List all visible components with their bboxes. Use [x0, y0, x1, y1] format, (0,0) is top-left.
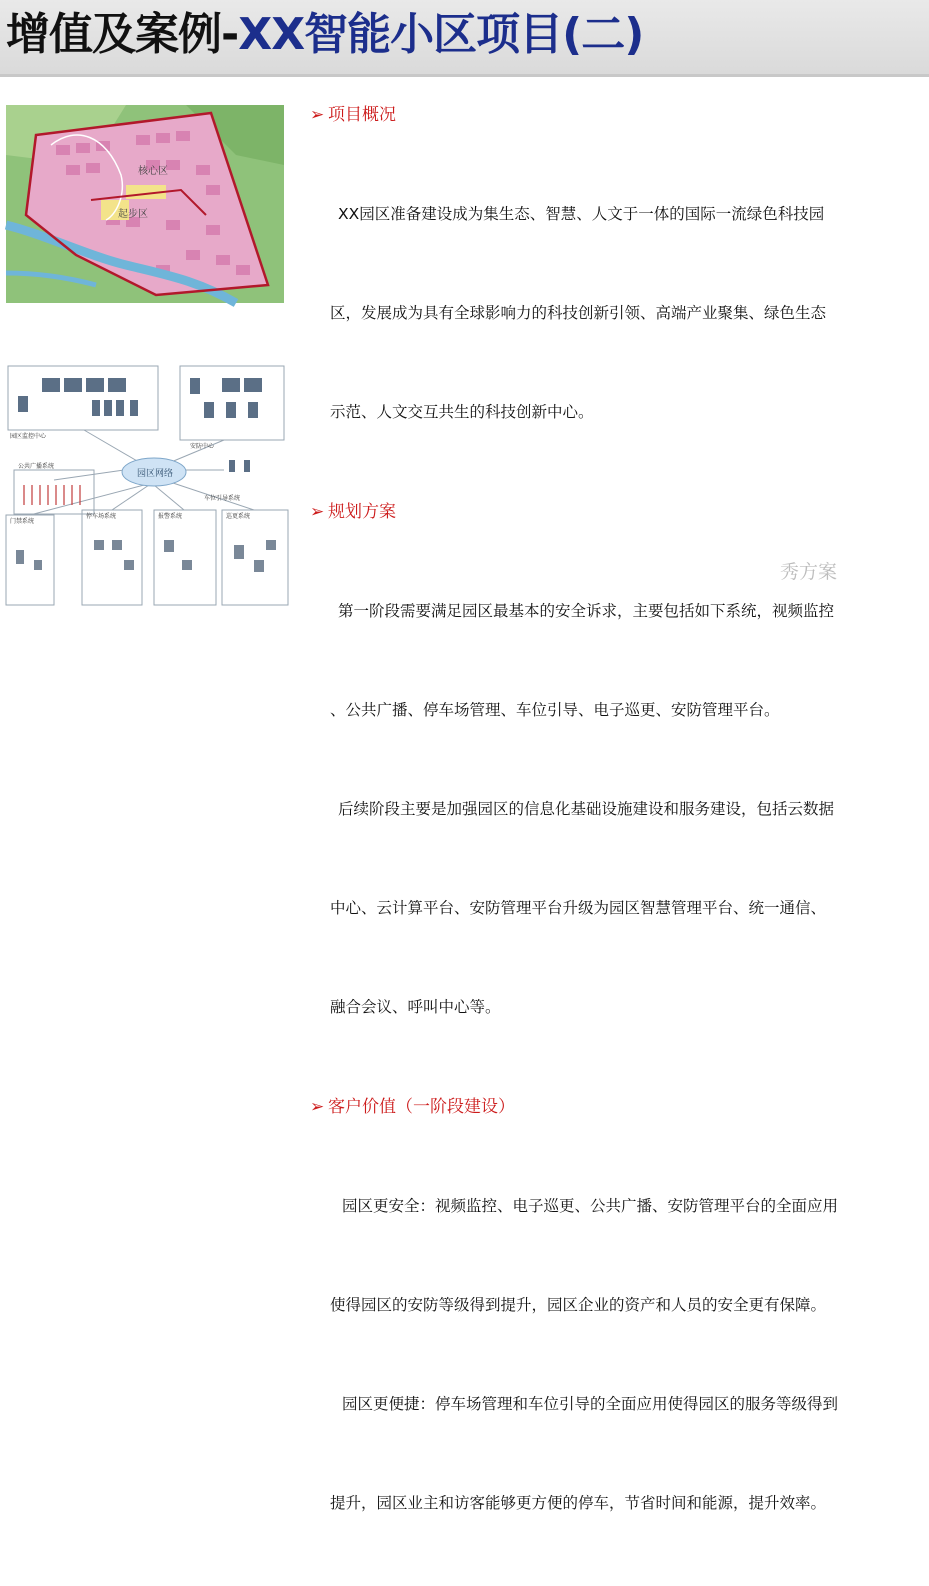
watermark: 秀方案 — [780, 561, 838, 583]
net-label-guidance: 车位引导系统 — [204, 495, 241, 502]
slide-header — [0, 0, 929, 74]
section-title-text: 客户价值（一阶段建设） — [328, 1097, 515, 1117]
content-area — [310, 98, 924, 1586]
net-label-patrol: 巡更系统 — [226, 513, 251, 520]
map-label-core: 核心区 — [138, 166, 168, 177]
text-line: 后续阶段主要是加强园区的信息化基础设施建设和服务建设，包括云数据 — [338, 800, 835, 818]
text-line: 中心、云计算平台、安防管理平台升级为园区智慧管理平台、统一通信、 — [330, 899, 827, 917]
section-title-text: 规划方案 — [328, 502, 396, 522]
text-line: 、公共广播、停车场管理、车位引导、电子巡更、安防管理平台。 — [330, 701, 780, 719]
map-label-start: 起步区 — [118, 209, 148, 220]
arrow-bullet-icon: ➢ — [310, 105, 325, 125]
text-line: 提升，园区业主和访客能够更方便的停车，节省时间和能源，提升效率。 — [330, 1494, 827, 1512]
section-title-overview — [310, 98, 924, 132]
text-line: 融合会议、呼叫中心等。 — [330, 998, 501, 1016]
net-label-parking: 停车场系统 — [86, 513, 117, 520]
section-title-value — [310, 1090, 924, 1124]
net-label-alarm: 报警系统 — [158, 513, 183, 520]
network-diagram-image — [4, 360, 292, 608]
text-line: 园区更安全：视频监控、电子巡更、公共广播、安防管理平台的全面应用 — [342, 1197, 839, 1215]
text-line: 第一阶段需要满足园区最基本的安全诉求，主要包括如下系统，视频监控 — [338, 602, 835, 620]
section-body-plan — [310, 529, 924, 1090]
planning-map-image — [6, 105, 284, 303]
text-line: 示范、人文交互共生的科技创新中心。 — [330, 403, 594, 421]
net-label-security-center: 安防中心 — [190, 443, 215, 450]
title-main: 增值及案例- — [6, 9, 239, 60]
header-divider — [0, 74, 929, 77]
section-body-value — [310, 1124, 924, 1586]
net-label-broadcast: 公共广播系统 — [18, 463, 55, 470]
arrow-bullet-icon: ➢ — [310, 1097, 325, 1117]
text-line: 区，发展成为具有全球影响力的科技创新引领、高端产业聚集、绿色生态 — [330, 304, 827, 322]
title-sub: XX智能小区项目(二) — [238, 9, 644, 60]
text-line: 园区更便捷：停车场管理和车位引导的全面应用使得园区的服务等级得到 — [342, 1395, 839, 1413]
text-line: 使得园区的安防等级得到提升，园区企业的资产和人员的安全更有保障。 — [330, 1296, 827, 1314]
arrow-bullet-icon: ➢ — [310, 502, 325, 522]
section-body-overview — [310, 132, 924, 495]
text-line: XX园区准备建设成为集生态、智慧、人文于一体的国际一流绿色科技园 — [338, 205, 825, 223]
slide-title — [6, 2, 643, 68]
section-title-plan — [310, 495, 924, 529]
net-label-monitor-center: 园区监控中心 — [10, 433, 47, 440]
section-title-text: 项目概况 — [328, 105, 396, 125]
network-center-label: 园区网络 — [137, 469, 174, 479]
net-label-access: 门禁系统 — [10, 518, 35, 525]
